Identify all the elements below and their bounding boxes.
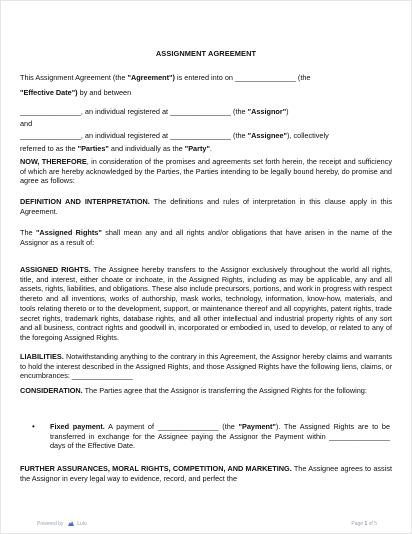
liabilities-heading: LIABILITIES. [20,352,64,361]
page-current: 1 [364,521,368,527]
assignee-referred: referred to as the [20,143,78,153]
parties-term: "Parties" [77,143,109,153]
assigned-rights-heading: ASSIGNED RIGHTS. [20,265,91,274]
assigned-rights-paragraph [20,265,392,343]
assigned-rights-text: The Assignee hereby transfers to the Assignor exclusively throughout the world all rights, title, and interest, either choate or inchoate, in the Assigned Rights, including as may be applicable, any and all assets, rights, liabilities, and obligations. These also include precursors, portions, and work in progress with respect thereto and all inventions, works of authorship, mask works, technology, information, know-how, materials, and tools relating thereto or to the development, support, or maintenance thereof and all copyrights, patent rights, trade secret rights, trademark rights, database rights, and all other intellectual and industrial property rights of any sort and all business, contract rights and goodwill in, incorporated or embodied in, used to develop, or related to any of the foregoing Assigned Rights. [20,265,393,342]
definition-text: The definitions and rules of interpretation in this clause apply in this Agreement. [20,197,393,216]
assignor-line [20,107,392,117]
brand-name[interactable]: Lulu [77,521,87,527]
now-therefore-paragraph [20,157,392,186]
intro-text-1: This Assignment Agreement (the [20,73,128,82]
payment-term: "Payment" [238,422,276,431]
definition-heading: DEFINITION AND INTERPRETATION. [20,197,150,206]
lulu-logo-icon [68,521,74,526]
assigned-rights-term: "Assigned Rights" [35,228,102,237]
assigned-rights-def-a: The [20,228,36,237]
fixed-payment-heading: Fixed payment. [50,422,105,431]
assignee-collectively: ), collectively [287,131,329,140]
assigned-rights-def-text: shall mean any and all rights and/or obligations that have arisen in the name of the Assignor as a result of: [20,228,392,247]
page-footer [1,515,412,533]
bullet-icon: • [32,422,35,431]
fixed-payment-a: A payment of _______________ (the [104,422,239,431]
assignee-line [20,131,392,153]
now-therefore-text: , in consideration of the promises and agreements set forth herein, the receipt and sufficiency of which are hereby acknowledged by the Parties, the Parties intending to be legally bound hereby, do promise and agree as follows: [20,157,392,186]
intro-text-3: by and between [77,87,132,97]
powered-by [37,521,87,527]
assignor-close: ) [286,107,289,116]
assignee-term: "Assignee" [247,131,287,140]
now-therefore-heading: NOW, THEREFORE [20,157,87,166]
further-assurances-text: The Assignee agrees to assist the Assignor in every legal way to evidence, record, and perfect the [20,464,393,483]
liabilities-text: Notwithstanding anything to the contrary in this Agreement, the Assignor hereby claims and warrants to hold the interest described in the Assigned Rights, and those Assigned Rights have the following liens, claims, or encumbrances: _______________ [20,352,392,381]
page-total: 5 [374,521,377,527]
consideration-heading: CONSIDERATION. [20,386,83,395]
further-assurances-paragraph [20,464,392,483]
further-assurances-heading: FURTHER ASSURANCES, MORAL RIGHTS, COMPETITION, AND MARKETING. [20,464,292,473]
fixed-payment-text [50,422,390,451]
definition-paragraph [20,197,392,216]
fixed-payment-b: ). The Assigned Rights are to be transferred in exchange for the Assignee paying the Assignor the Payment within _______________ days of the Effective Date. [50,422,391,451]
assignor-term: "Assignor" [247,107,287,116]
intro-term-effective-date: "Effective Date") [20,87,78,97]
page-of: of [368,521,373,527]
consideration-text: The Parties agree that the Assignor is transferring the Assigned Rights for the following: [82,386,367,395]
document-title: ASSIGNMENT AGREEMENT [155,49,257,58]
assignee-period: . [209,143,212,153]
assignee-individually: and individually as the [108,143,185,153]
page-label: Page [351,521,364,527]
intro-paragraph [20,73,392,97]
page-indicator [351,521,377,527]
liabilities-paragraph [20,352,392,381]
and-line: and [20,119,33,128]
assigned-rights-definition [20,228,392,247]
assignee-text: _______________, an individual registered at _______________ (the [20,131,248,140]
intro-term-agreement: "Agreement") [127,73,175,82]
party-term: "Party" [184,143,210,153]
consideration-paragraph [20,386,392,396]
powered-by-label: Powered by [37,521,64,527]
assignor-text: _______________, an individual registered at _______________ (the [20,107,248,116]
intro-text-2: is entered into on _______________ (the [174,73,311,82]
